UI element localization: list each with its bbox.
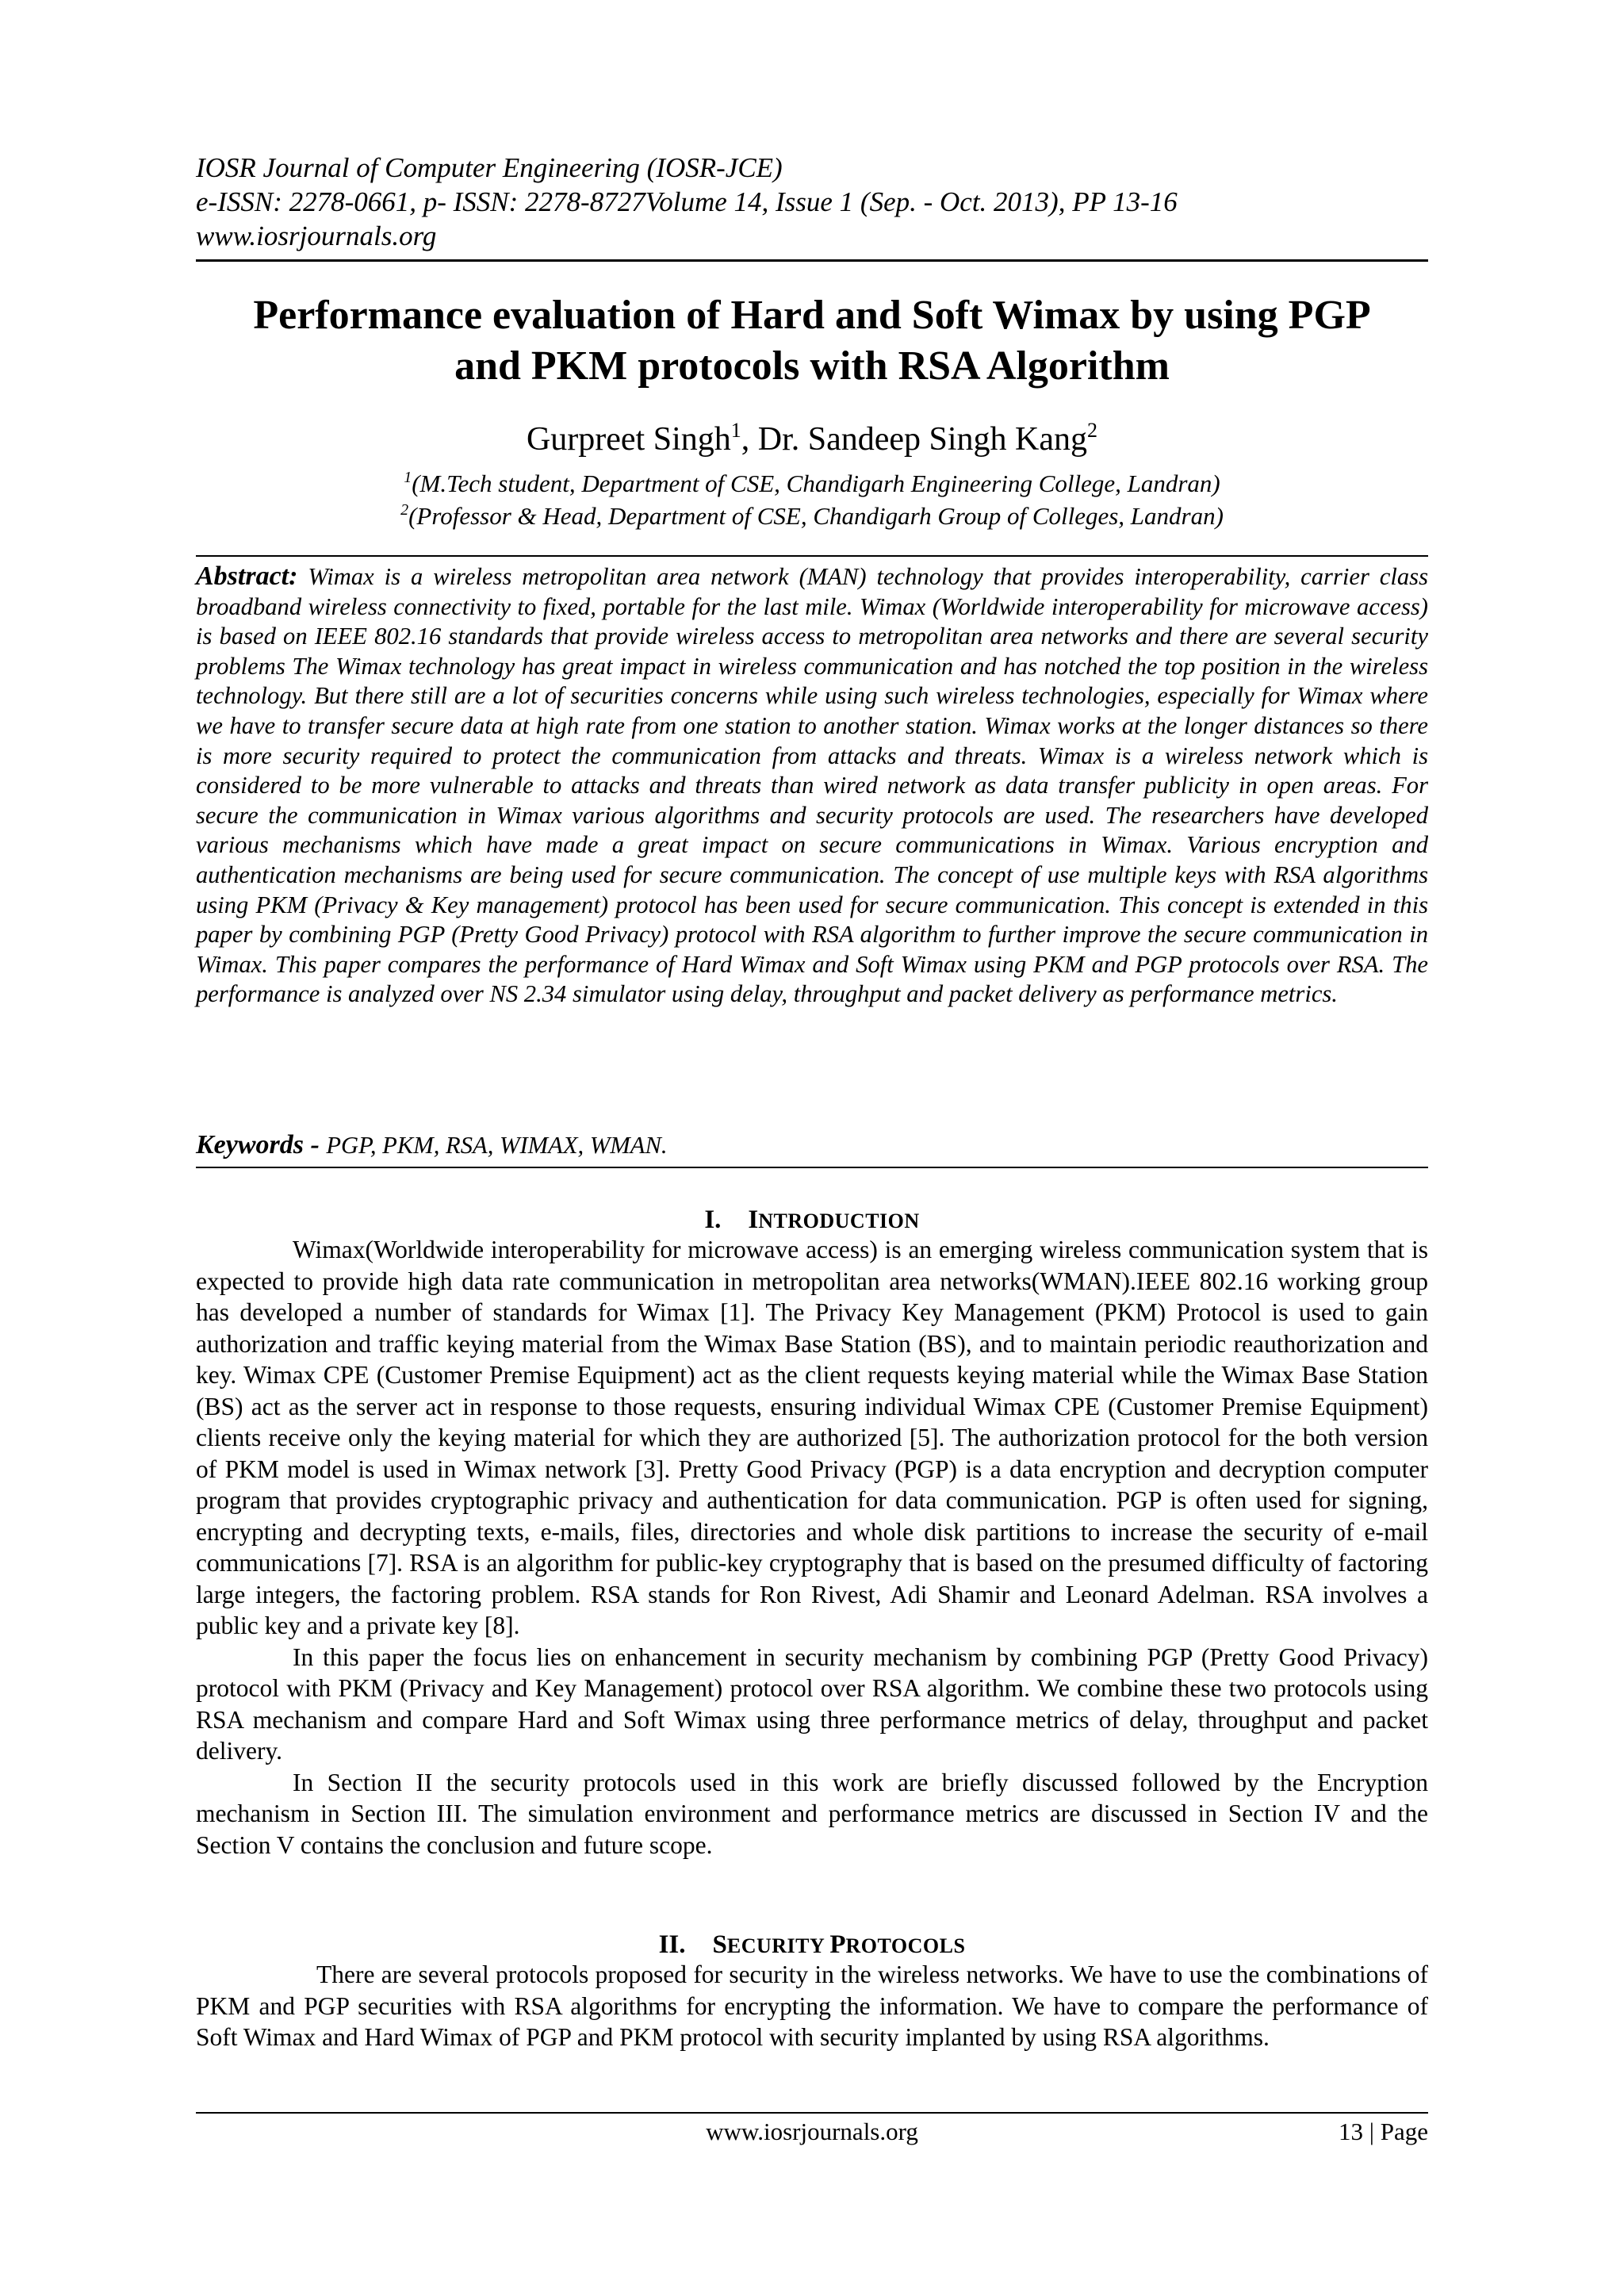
footer-website[interactable]: www.iosrjournals.org bbox=[706, 2118, 918, 2145]
section-1-number: I. bbox=[704, 1205, 722, 1234]
journal-name: IOSR Journal of Computer Engineering (IOSR-JCE) bbox=[196, 152, 783, 183]
section-heading-security-protocols bbox=[196, 1929, 1428, 1962]
header-rule bbox=[196, 259, 1428, 262]
section-1-initial: I bbox=[748, 1205, 759, 1234]
section-2-initial-2: P bbox=[829, 1930, 846, 1959]
abstract-label: Abstract: bbox=[196, 562, 298, 591]
affiliation-2 bbox=[196, 500, 1428, 532]
author-1: Gurpreet Singh bbox=[526, 421, 731, 458]
section-2-initial: S bbox=[712, 1930, 727, 1959]
title-line-2: and PKM protocols with RSA Algorithm bbox=[454, 343, 1170, 389]
abstract-bottom-rule bbox=[196, 1167, 1428, 1168]
author-separator: , bbox=[741, 421, 758, 458]
intro-paragraph-2: In this paper the focus lies on enhancement in security mechanism by combining PGP (Pretty Good Privacy) protocol with PKM (Privacy and Key Management) protocol over RSA algorithm. We combine these two protocols using RSA mechanism and compare Hard and Soft Wimax using three performance metrics of delay, throughput and packet delivery. bbox=[196, 1642, 1428, 1765]
journal-issn: e-ISSN: 2278-0661, p- ISSN: 2278-8727Volume 14, Issue 1 (Sep. - Oct. 2013), PP 13-16 bbox=[196, 186, 1178, 217]
introduction-body bbox=[196, 1234, 1428, 1861]
footer-rule bbox=[196, 2112, 1428, 2114]
abstract-top-rule bbox=[196, 555, 1428, 557]
section-2-number: II. bbox=[658, 1930, 686, 1959]
author-list bbox=[196, 419, 1428, 460]
title-line-1: Performance evaluation of Hard and Soft Wimax by using PGP bbox=[253, 293, 1371, 338]
author-2: Dr. Sandeep Singh Kang bbox=[757, 421, 1088, 458]
journal-header bbox=[196, 151, 1428, 253]
section-heading-introduction bbox=[196, 1204, 1428, 1237]
footer-page-number: 13 | Page bbox=[1339, 2118, 1428, 2145]
keywords bbox=[196, 1129, 1428, 1161]
keywords-text: PGP, PKM, RSA, WIMAX, WMAN. bbox=[326, 1132, 668, 1159]
security-paragraph-1: There are several protocols proposed for security in the wireless networks. We have to use the combinations of PKM and PGP securities with RSA algorithms for encrypting the information. We have to compare the performance of Soft Wimax and Hard Wimax of PGP and PKM protocol with security implanted by using RSA algorithms. bbox=[196, 1961, 1428, 2051]
keywords-label: Keywords - bbox=[196, 1130, 327, 1159]
intro-paragraph-3: In Section II the security protocols used in this work are briefly discussed followed by the Encryption mechanism in Section III. The simulation environment and performance metrics are discussed in Section IV and the Section V contains the conclusion and future scope. bbox=[196, 1768, 1428, 1859]
affiliation-2-text: (Professor & Head, Department of CSE, Chandigarh Group of Colleges, Landran) bbox=[408, 502, 1224, 530]
journal-website[interactable]: www.iosrjournals.org bbox=[196, 220, 437, 251]
affiliation-2-mark: 2 bbox=[400, 501, 409, 519]
affiliation-1-mark: 1 bbox=[404, 469, 412, 486]
section-2-title-rest: ECURITY bbox=[726, 1934, 830, 1957]
paper-page bbox=[196, 0, 1428, 2296]
author-2-affiliation-mark: 2 bbox=[1087, 419, 1098, 442]
abstract-text: Wimax is a wireless metropolitan area network (MAN) technology that provides interoperability, carrier class broadband wireless connectivity to fixed, portable for the last mile. Wimax (Worldwide interoperability for microwave access) is based on IEEE 802.16 standards that provide wireless access to metropolitan area networks and there are several security problems The Wimax technology has great impact in wireless communication and has notched the top position in the wireless technology. But there still are a lot of securities concerns while using such wireless technologies, especially for Wimax where we have to transfer secure data at high rate from one station to another station. Wimax works at the longer distances so there is more security required to protect the communication from attacks and threats. Wimax is a wireless network which is considered to be more vulnerable to attacks and threats than wired network as data transfer publicity in open areas. For secure the communication in Wimax various algorithms and security protocols are used. The researchers have developed various mechanisms which have made a great impact on secure communications in Wimax. Various encryption and authentication mechanisms are being used for secure communication. The concept of use multiple keys with RSA algorithms using PKM (Privacy & Key management) protocol has been used for secure communication. This concept is extended in this paper by combining PGP (Pretty Good Privacy) protocol with RSA algorithm to further improve the secure communication in Wimax. This paper compares the performance of Hard Wimax and Soft Wimax using PKM and PGP protocols over RSA. The performance is analyzed over NS 2.34 simulator using delay, throughput and packet delivery as performance metrics. bbox=[196, 563, 1428, 1008]
paper-title bbox=[196, 290, 1428, 392]
affiliation-1-text: (M.Tech student, Department of CSE, Chandigarh Engineering College, Landran) bbox=[412, 470, 1220, 497]
security-protocols-body bbox=[196, 1959, 1428, 2053]
section-2-title-rest-2: ROTOCOLS bbox=[845, 1934, 966, 1957]
affiliation-1 bbox=[196, 468, 1428, 500]
author-1-affiliation-mark: 1 bbox=[730, 419, 741, 442]
section-1-title-rest: NTRODUCTION bbox=[758, 1209, 920, 1232]
intro-paragraph-1: Wimax(Worldwide interoperability for microwave access) is an emerging wireless communication system that is expected to provide high data rate communication in metropolitan area networks(WMAN).IEEE 802.16 working group has developed a number of standards for Wimax [1]. The Privacy Key Management (PKM) Protocol is used to gain authorization and traffic keying material from the Wimax Base Station (BS), and to maintain periodic reauthorization and key. Wimax CPE (Customer Premise Equipment) act as the client requests keying material while the Wimax Base Station (BS) act as the server act in response to those requests, ensuring individual Wimax CPE (Customer Premise Equipment) clients receive only the keying material for which they are authorized [5]. The authorization protocol for the both version of PKM model is used in Wimax network [3]. Pretty Good Privacy (PGP) is a data encryption and decryption computer program that provides cryptographic privacy and authentication for data communication. PGP is often used for signing, encrypting and decrypting texts, e-mails, files, directories and whole disk partitions to increase the security of e-mail communications [7]. RSA is an algorithm for public-key cryptography that is based on the presumed difficulty of factoring large integers, the factoring problem. RSA stands for Ron Rivest, Adi Shamir and Leonard Adelman. RSA involves a public key and a private key [8]. bbox=[196, 1236, 1428, 1639]
abstract bbox=[196, 562, 1428, 1010]
